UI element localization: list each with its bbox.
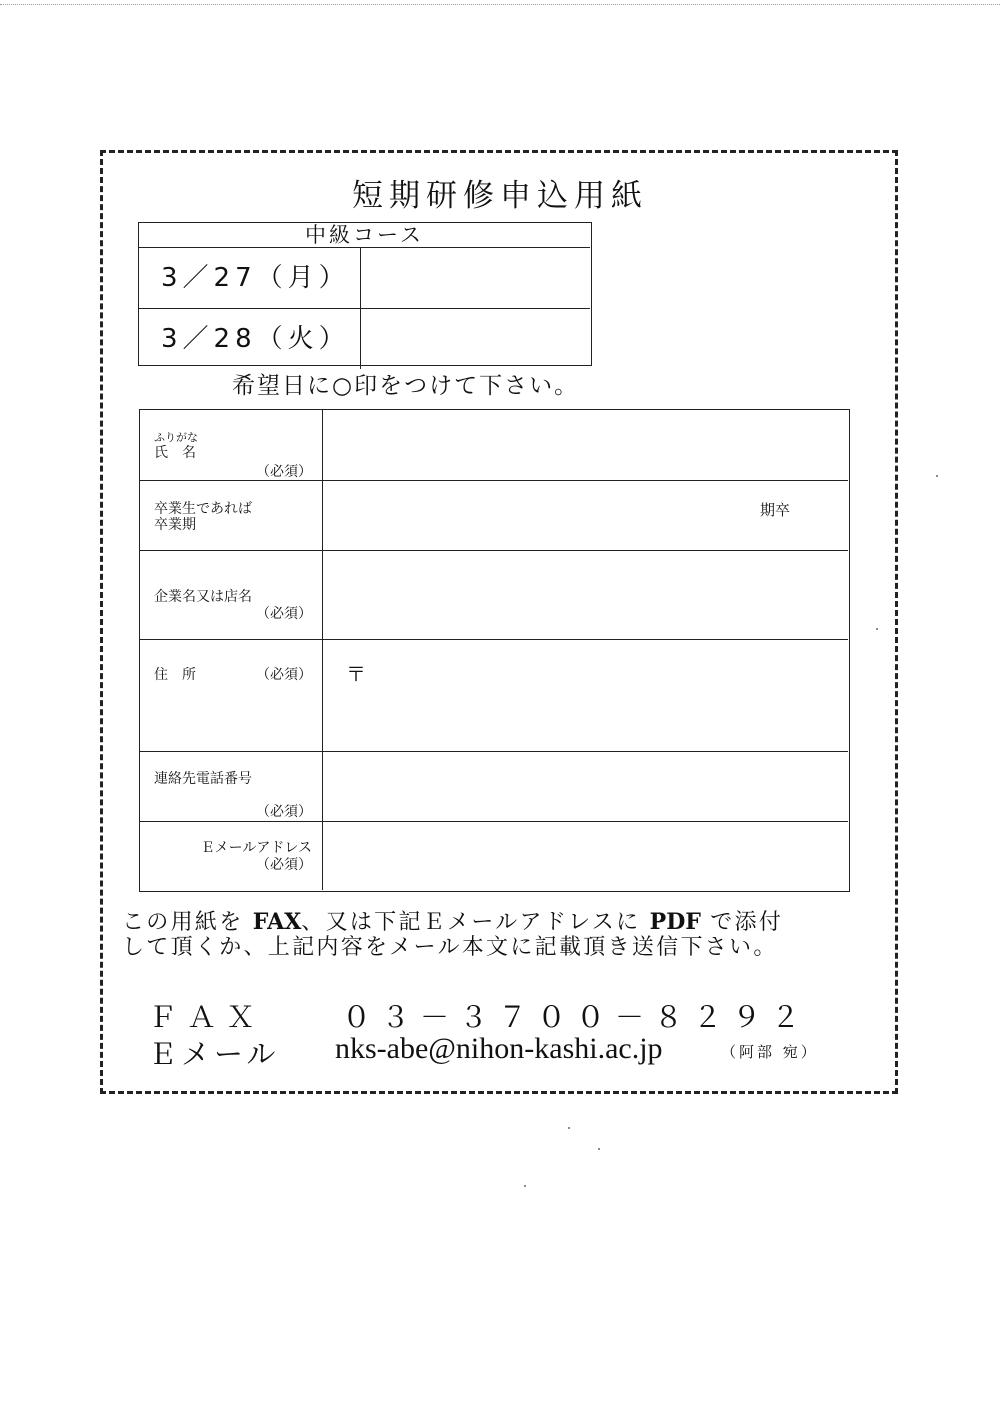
- graduate-label-cell: [140, 481, 323, 550]
- scan-speck: [598, 1148, 600, 1150]
- company-label-cell: [140, 551, 323, 639]
- scan-edge: [0, 4, 1000, 5]
- company-field[interactable]: [324, 551, 848, 639]
- course-header: 中級コース: [139, 223, 590, 248]
- email-label-cell: [140, 822, 323, 890]
- scan-speck: [936, 475, 938, 477]
- fax-number[interactable]: ０３－３７００－８２９２: [342, 1000, 811, 1034]
- graduate-term-field[interactable]: [324, 481, 848, 550]
- phone-label: 連絡先電話番号: [154, 771, 252, 787]
- instructions-text: この用紙を: [122, 910, 253, 935]
- form-row-phone: [140, 752, 848, 822]
- required-label: （必須）: [256, 606, 312, 622]
- submission-instructions: [122, 910, 892, 960]
- pdf-keyword: PDF: [649, 909, 701, 935]
- company-label: 企業名又は店名: [154, 589, 252, 605]
- form-row-name: [140, 410, 848, 481]
- course-date-mark-cell[interactable]: [363, 309, 589, 369]
- graduate-term-label: 卒業期: [154, 517, 196, 533]
- form-row-company: [140, 551, 848, 640]
- name-label-cell: [140, 410, 323, 480]
- required-label: （必須）: [256, 667, 312, 683]
- course-selection-note: 希望日に○印をつけて下さい。: [232, 373, 580, 399]
- postal-mark: 〒: [346, 662, 366, 686]
- required-label: （必須）: [256, 804, 312, 820]
- course-date-label: 3／28（火）: [139, 309, 361, 369]
- address-label: 住 所: [154, 667, 196, 683]
- scan-speck: [524, 1185, 526, 1187]
- course-date-row: [139, 309, 590, 369]
- scan-speck: [568, 1127, 570, 1129]
- contact-email-address[interactable]: nks-abe@nihon-kashi.ac.jp: [335, 1032, 663, 1065]
- fax-keyword: FAX: [252, 909, 302, 935]
- instructions-line-2: して頂くか、上記内容をメール本文に記載頂き送信下さい。: [122, 935, 778, 960]
- instructions-line-1: [122, 910, 892, 935]
- required-label: （必須）: [256, 857, 312, 873]
- name-label: 氏 名: [154, 445, 196, 461]
- attention-name: （阿部 宛）: [721, 1043, 819, 1061]
- course-date-table: [138, 222, 592, 366]
- course-date-row: [139, 248, 590, 309]
- application-form-table: [139, 409, 850, 892]
- course-date-mark-cell[interactable]: [363, 248, 589, 308]
- name-field[interactable]: [324, 410, 848, 480]
- instructions-text: 、又は下記Ｅメールアドレスに: [301, 910, 650, 935]
- graduate-label: 卒業生であれば: [154, 501, 252, 517]
- required-label: （必須）: [256, 464, 312, 480]
- form-row-address: [140, 640, 848, 752]
- fax-label: ＦＡＸ: [148, 1000, 266, 1034]
- phone-label-cell: [140, 752, 323, 821]
- form-title: 短期研修申込用紙: [352, 178, 648, 214]
- email-contact-label: Ｅメール: [148, 1037, 280, 1071]
- form-row-email: [140, 822, 848, 890]
- instructions-text: で添付: [700, 910, 784, 935]
- phone-field[interactable]: [324, 752, 848, 821]
- course-date-label: 3／27（月）: [139, 248, 361, 308]
- email-field[interactable]: [324, 822, 848, 890]
- scan-speck: [876, 628, 878, 630]
- furigana-label: ふりがな: [154, 431, 198, 444]
- graduate-suffix: 期卒: [759, 501, 790, 519]
- form-row-graduate: [140, 481, 848, 551]
- email-label: Ｅメールアドレス: [200, 840, 312, 856]
- address-field[interactable]: [324, 640, 848, 751]
- address-label-cell: [140, 640, 323, 751]
